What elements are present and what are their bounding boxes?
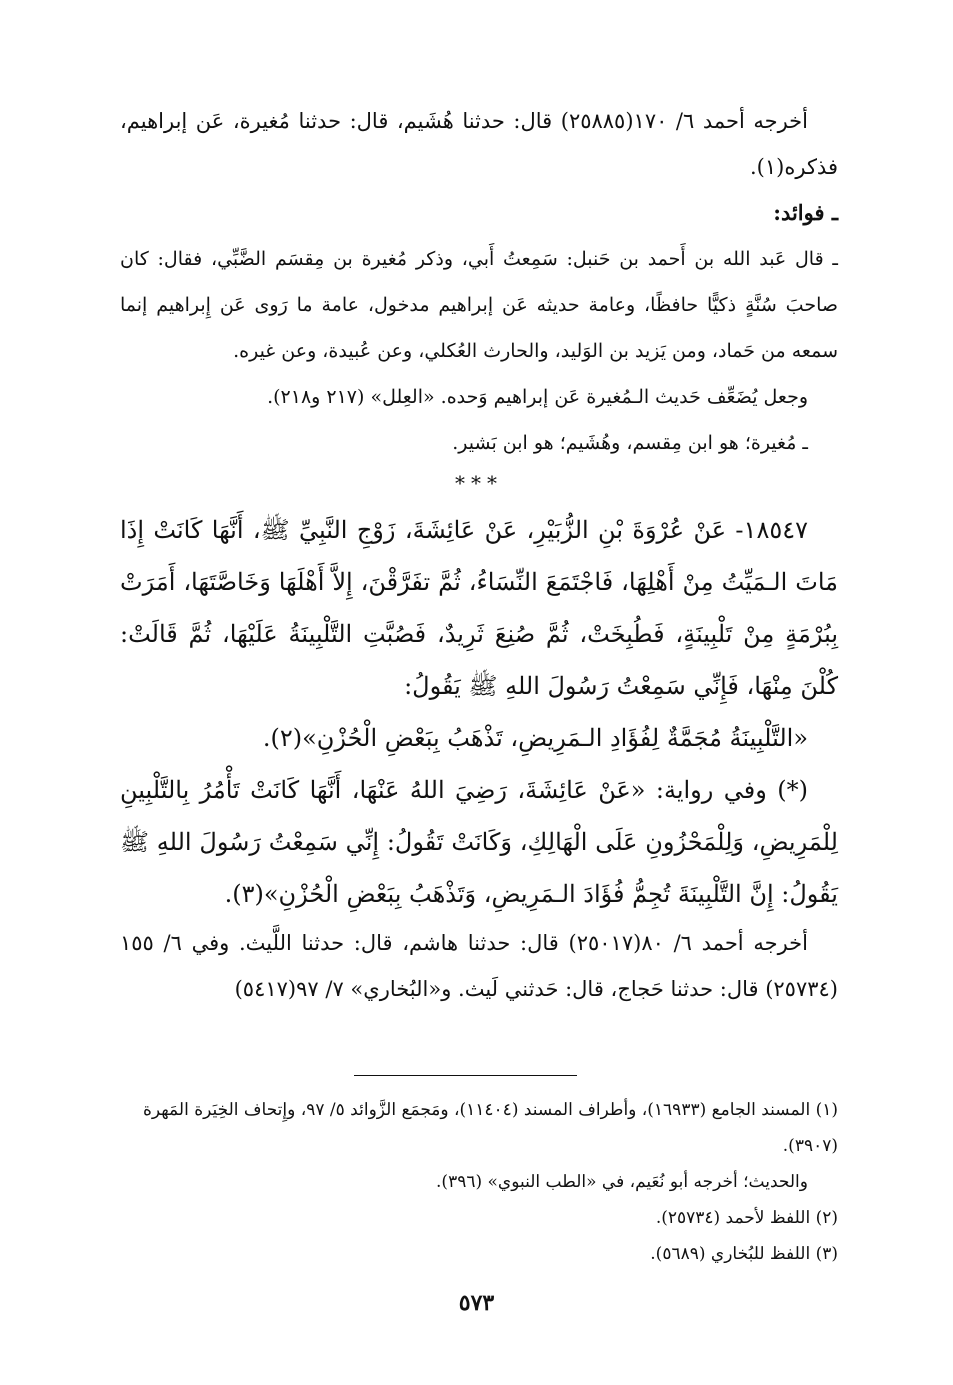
fawaid-paragraph-3: ـ مُغيرة؛ هو ابن مِقسم، وهُشَيم؛ هو ابن بَشير. [452, 432, 808, 454]
page-number: ٥٧٣ [458, 1290, 495, 1316]
hadith-quote: «التَّلْبِينَةُ مُجَمَّةٌ لِفُؤَادِ الـمَرِيضِ، تَذْهَبُ بِبَعْضِ الْحُزْنِ»(٢). [262, 724, 808, 752]
footnote-divider [354, 1075, 577, 1076]
riwaya-text: (*) وفي رواية: «عَنْ عَائِشَةَ، رَضِيَ اللهُ عَنْهَا، أَنَّهَا كَانَتْ تَأْمُرُ بِالتَّلْبِينِ لِلْمَرِيضِ، وَلِلْمَحْزُونِ عَلَى الْهَالِكِ، وَكَانَتْ تَقُولُ: إِنِّي سَمِعْتُ رَسُولَ اللهِ ﷺ يَقُولُ: إِنَّ التَّلْبِينَةَ تُجِمُّ فُؤَادَ الـمَرِيضِ، وَتَذْهَبُ بِبَعْضِ الْحُزْنِ»(٣). [120, 776, 838, 908]
page-body [120, 98, 838, 1012]
takhrij-paragraph-2: أخرجه أحمد ٦/ ٨٠(٢٥٠١٧) قال: حدثنا هاشم، قال: حدثنا اللَّيث. وفي ٦/ ١٥٥ (٢٥٧٣٤) قال: حدثنا حَجاج، قال: حَدثني لَيث. و«البُخاري» ٧/ ٩٧(٥٤١٧) [120, 931, 838, 1001]
hadith-text: ١٨٥٤٧- عَنْ عُرْوَةَ بْنِ الزُّبَيْرِ، عَنْ عَائِشَةَ، زَوْجِ النَّبِيِّ ﷺ، أَنَّهَا كَانَتْ إِذَا مَاتَ الـمَيِّتُ مِنْ أَهْلِهَا، فَاجْتَمَعَ النِّسَاءُ، ثُمَّ تفَرَّقْنَ، إِلاَّ أَهْلَهَا وَخَاصَّتَهَا، أَمَرَتْ بِبُرْمَةٍ مِنْ تَلْبِينَةٍ، فَطُبِخَتْ، ثُمَّ صُنِعَ ثَرِيدٌ، فَصُبَّتِ التَّلْبِينَةُ عَلَيْهَا، ثُمَّ قَالَتْ: كُلْنَ مِنْهَا، فَإِنِّي سَمِعْتُ رَسُولَ اللهِ ﷺ يَقُولُ: [120, 516, 838, 700]
fawaid-paragraph-1: ـ قال عَبد الله بن أَحمد بن حَنبل: سَمِعتُ أَبي، وذكر مُغيرة بن مِقسَم الضَّبِّي، فقال: كان صاحبَ سُنَّةٍ ذكيًّا حافظًا، وعامة حديثه عَن إبراهيم مدخول، عامة ما رَوى عَن إِبراهيم إنما سمعه من حَماد، ومن يَزيد بن الوَليد، والحارث العُكلي، وعن عُبيدة، وعن غيره. [120, 248, 838, 362]
footnote-1: (١) المسند الجامع (١٦٩٣٣)، وأطراف المسند (١١٤٠٤)، ومَجمَع الزَّوائد ٥/ ٩٧، وإِتحاف الخِيَرة المَهرة (٣٩٠٧). [142, 1100, 838, 1156]
footnotes [120, 1092, 838, 1272]
takhrij-paragraph-1: أخرجه أحمد ٦/ ١٧٠(٢٥٨٨٥) قال: حدثنا هُشَيم، قال: حدثنا مُغيرة، عَن إبراهيم، فذكره(١). [120, 109, 838, 179]
footnote-2: (٢) اللفظ لأحمد (٢٥٧٣٤). [655, 1208, 838, 1228]
fawaid-heading: ـ فوائد: [773, 200, 838, 225]
fawaid-paragraph-2: وجعل يُضَعِّف حَديث الـمُغيرة عَن إبراهيم وَحده. «العِلل» (٢١٧ و٢١٨). [267, 386, 808, 408]
footnote-1-continuation: والحديث؛ أخرجه أبو نُعَيم، في «الطب النبوي» (٣٩٦). [436, 1172, 808, 1192]
footnote-3: (٣) اللفظ للبُخاري (٥٦٨٩). [650, 1244, 838, 1264]
section-separator: *** [455, 471, 503, 495]
